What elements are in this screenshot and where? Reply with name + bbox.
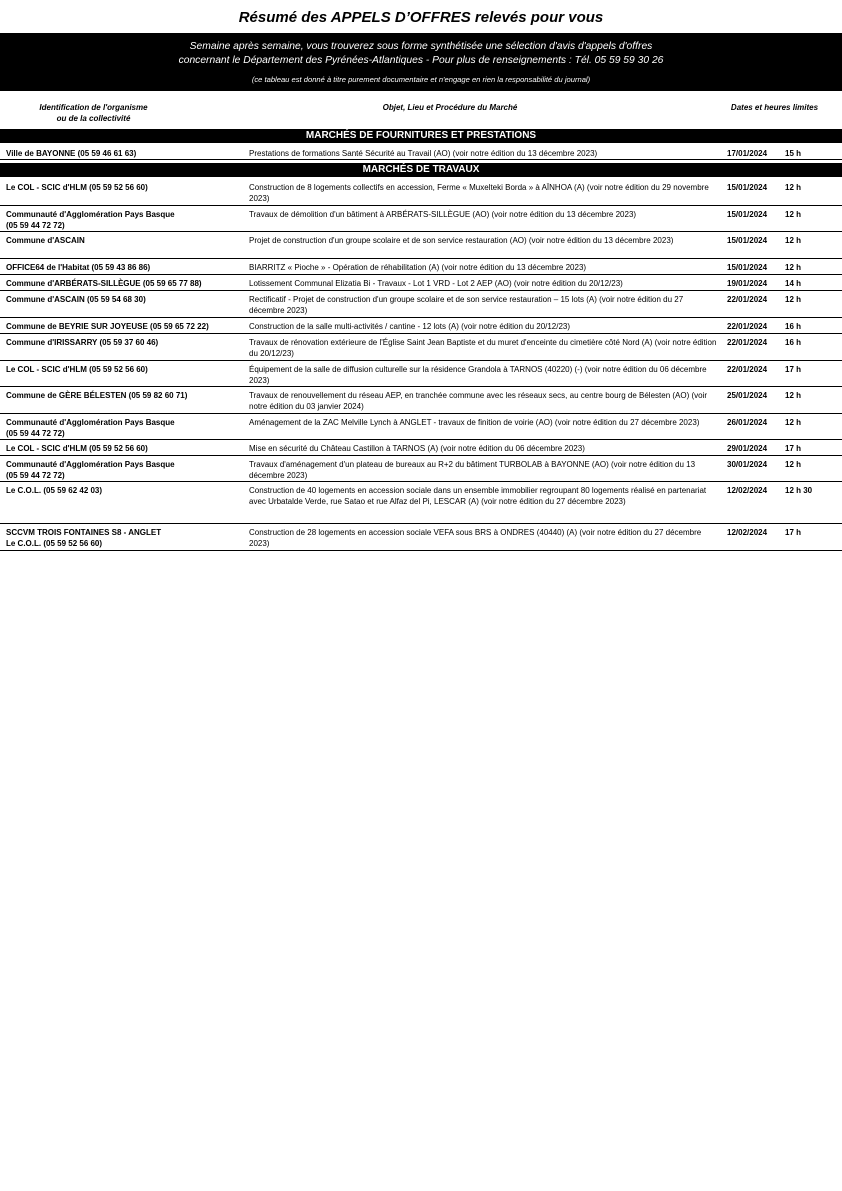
table-row: [0, 387, 842, 414]
organisation-line: Commune de GÈRE BÉLESTEN (05 59 82 60 71): [6, 391, 188, 400]
date-cell: 15/01/2024: [727, 236, 768, 245]
object-cell: Aménagement de la ZAC Melville Lynch à ANGLET - travaux de finition de voirie (AO) (voir notre édition du 27 décembre 2023): [249, 418, 700, 427]
organisation-cell: [6, 182, 246, 193]
column-header-object: Objet, Lieu et Procédure du Marché: [382, 103, 518, 112]
organisation-line: (05 59 44 72 72): [6, 471, 65, 481]
date-cell: 22/01/2024: [727, 365, 768, 374]
hour-cell: 12 h: [785, 236, 802, 245]
hour-cell: 12 h: [785, 418, 802, 427]
hour-cell: 12 h: [785, 210, 802, 219]
hour-cell: 15 h: [785, 149, 802, 158]
section-header: MARCHÉS DE FOURNITURES ET PRESTATIONS: [0, 129, 842, 143]
hour-cell: 12 h: [785, 263, 802, 272]
hour-cell: 17 h: [785, 365, 802, 374]
object-cell: Construction de 8 logements collectifs en accession, Ferme « Muxelteki Borda » à AÏNHOA (A) (voir notre édition du 29 novembre 2023): [249, 183, 709, 204]
table-row: [0, 145, 842, 160]
section-rows: [0, 145, 842, 160]
hour-cell: 14 h: [785, 279, 802, 288]
table-row: [0, 259, 842, 275]
table-row: [0, 440, 842, 456]
object-cell: Travaux d'aménagement d'un plateau de bureaux au R+2 du bâtiment TURBOLAB à BAYONNE (AO) (voir notre édition du 13 décembre 2023): [249, 460, 696, 481]
hour-cell: 12 h: [785, 391, 802, 400]
organisation-line: Commune de BEYRIE SUR JOYEUSE (05 59 65 72 22): [6, 322, 209, 331]
date-cell: 29/01/2024: [727, 444, 768, 453]
organisation-line: Ville de BAYONNE (05 59 46 61 63): [6, 149, 137, 158]
organisation-cell: [6, 527, 246, 549]
organisation-line: (05 59 44 72 72): [6, 429, 65, 439]
organisation-line: SCCVM TROIS FONTAINES S8 - ANGLET: [6, 528, 162, 537]
organisation-cell: [6, 459, 246, 481]
table-row: [0, 524, 842, 551]
object-cell: Mise en sécurité du Château Castillon à TARNOS (A) (voir notre édition du 06 décembre 2023): [249, 444, 585, 453]
hour-cell: 17 h: [785, 444, 802, 453]
date-cell: 15/01/2024: [727, 210, 768, 219]
organisation-cell: [6, 209, 246, 231]
page-title: Résumé des APPELS D’OFFRES relevés pour vous: [238, 9, 604, 26]
hour-cell: 12 h: [785, 295, 802, 304]
column-header-dates: Dates et heures limites: [730, 103, 819, 112]
organisation-cell: [6, 321, 246, 332]
organisation-cell: [6, 337, 246, 348]
hour-cell: 16 h: [785, 338, 802, 347]
organisation-line: Commune d'IRISSARRY (05 59 37 60 46): [6, 338, 159, 347]
hour-cell: 12 h: [785, 183, 802, 192]
object-cell: Projet de construction d'un groupe scolaire et de son service restauration (AO) (voir notre édition du 13 décembre 2023): [249, 236, 674, 245]
organisation-cell: [6, 485, 246, 496]
date-cell: 17/01/2024: [727, 149, 768, 158]
table-row: [0, 414, 842, 440]
organisation-line: Le C.O.L. (05 59 52 56 60): [6, 539, 103, 549]
organisation-cell: [6, 294, 246, 305]
banner-line-2: concernant le Département des Pyrénées-Atlantiques - Pour plus de renseignements : Tél. 05 59 59 30 26: [178, 55, 664, 66]
organisation-line: Commune d'ASCAIN: [6, 236, 85, 245]
organisation-line: Le COL - SCIC d'HLM (05 59 52 56 60): [6, 183, 148, 192]
hour-cell: 12 h 30: [785, 486, 813, 495]
table-row: [0, 334, 842, 361]
organisation-line: Communauté d'Agglomération Pays Basque: [6, 210, 175, 219]
object-cell: Construction de 28 logements en accession sociale VEFA sous BRS à ONDRES (40440) (A) (voir notre édition du 27 décembre 2023): [249, 528, 702, 549]
date-cell: 25/01/2024: [727, 391, 768, 400]
table-row: [0, 275, 842, 291]
table-row: [0, 318, 842, 334]
organisation-line: (05 59 44 72 72): [6, 221, 65, 231]
table-row: [0, 456, 842, 482]
object-cell: Travaux de renouvellement du réseau AEP, en tranchée commune avec les réseaux secs, au centre bourg de Bélesten (AO) (voir notre édition du 03 janvier 2024): [249, 391, 708, 412]
organisation-line: Commune d'ASCAIN (05 59 54 68 30): [6, 295, 146, 304]
organisation-cell: [6, 390, 246, 401]
column-header-organisation-line2: ou de la collectivité: [56, 114, 131, 123]
object-cell: Lotissement Communal Elizatia Bi - Travaux - Lot 1 VRD - Lot 2 AEP (AO) (voir notre édition du 20/12/23): [249, 279, 623, 288]
organisation-cell: [6, 262, 246, 273]
column-header-organisation: [6, 102, 181, 124]
object-cell: Construction de 40 logements en accession sociale dans un ensemble immobilier regroupant 80 logements réalisé en partenariat avec Urbatalde Verde, rue Satao et rue Alfaz del Pi, LESCAR (A) (voir notre édition du 27 décembre 2023): [249, 486, 707, 507]
organisation-line: OFFICE64 de l'Habitat (05 59 43 86 86): [6, 263, 151, 272]
organisation-line: Communauté d'Agglomération Pays Basque: [6, 418, 175, 427]
object-cell: Équipement de la salle de diffusion culturelle sur la résidence Grandola à TARNOS (40220) (-) (voir notre édition du 06 décembre 2023): [249, 365, 707, 386]
organisation-line: Commune d'ARBÉRATS-SILLÈGUE (05 59 65 77 88): [6, 279, 202, 288]
object-cell: Construction de la salle multi-activités / cantine - 12 lots (A) (voir notre édition du 20/12/23): [249, 322, 571, 331]
date-cell: 15/01/2024: [727, 183, 768, 192]
object-cell: BIARRITZ « Pioche » - Opération de réhabilitation (A) (voir notre édition du 13 décembre 2023): [249, 263, 587, 272]
date-cell: 19/01/2024: [727, 279, 768, 288]
hour-cell: 16 h: [785, 322, 802, 331]
banner-disclaimer: (ce tableau est donné à titre purement documentaire et n'engage en rien la responsabilité du journal): [251, 75, 591, 84]
organisation-cell: [6, 278, 246, 289]
table-row: [0, 206, 842, 232]
hour-cell: 17 h: [785, 528, 802, 537]
organisation-line: Le COL - SCIC d'HLM (05 59 52 56 60): [6, 365, 148, 374]
table-row: [0, 179, 842, 206]
organisation-line: Communauté d'Agglomération Pays Basque: [6, 460, 175, 469]
section-header: MARCHÉS DE TRAVAUX: [0, 163, 842, 177]
banner-line-1: Semaine après semaine, vous trouverez sous forme synthétisée une sélection d'avis d'appels d'offres: [189, 41, 653, 52]
date-cell: 22/01/2024: [727, 295, 768, 304]
table-row: [0, 361, 842, 387]
column-header-organisation-line1: Identification de l'organisme: [39, 103, 148, 112]
organisation-cell: [6, 148, 246, 159]
table-row: [0, 291, 842, 318]
section-rows: [0, 179, 842, 551]
date-cell: 15/01/2024: [727, 263, 768, 272]
organisation-cell: [6, 443, 246, 454]
object-cell: Travaux de démolition d'un bâtiment à ARBÉRATS-SILLÈGUE (AO) (voir notre édition du 13 décembre 2023): [249, 210, 637, 219]
organisation-cell: [6, 417, 246, 439]
table-row: [0, 232, 842, 259]
organisation-line: Le COL - SCIC d'HLM (05 59 52 56 60): [6, 444, 148, 453]
organisation-cell: [6, 235, 246, 246]
date-cell: 30/01/2024: [727, 460, 768, 469]
object-cell: Travaux de rénovation extérieure de l'Église Saint Jean Baptiste et du muret d'enceinte du cimetière côté Nord (A) (voir notre édition du 20/12/23): [249, 338, 717, 359]
organisation-line: Le C.O.L. (05 59 62 42 03): [6, 486, 103, 495]
object-cell: Prestations de formations Santé Sécurité au Travail (AO) (voir notre édition du 13 décembre 2023): [249, 149, 598, 158]
info-banner: [0, 33, 842, 91]
date-cell: 26/01/2024: [727, 418, 768, 427]
date-cell: 22/01/2024: [727, 338, 768, 347]
date-cell: 12/02/2024: [727, 528, 768, 537]
organisation-cell: [6, 364, 246, 375]
hour-cell: 12 h: [785, 460, 802, 469]
object-cell: Rectificatif - Projet de construction d'un groupe scolaire et de son service restauration – 15 lots (A) (voir notre édition du 27 décembre 2023): [249, 295, 684, 316]
date-cell: 22/01/2024: [727, 322, 768, 331]
table-row: [0, 482, 842, 524]
date-cell: 12/02/2024: [727, 486, 768, 495]
